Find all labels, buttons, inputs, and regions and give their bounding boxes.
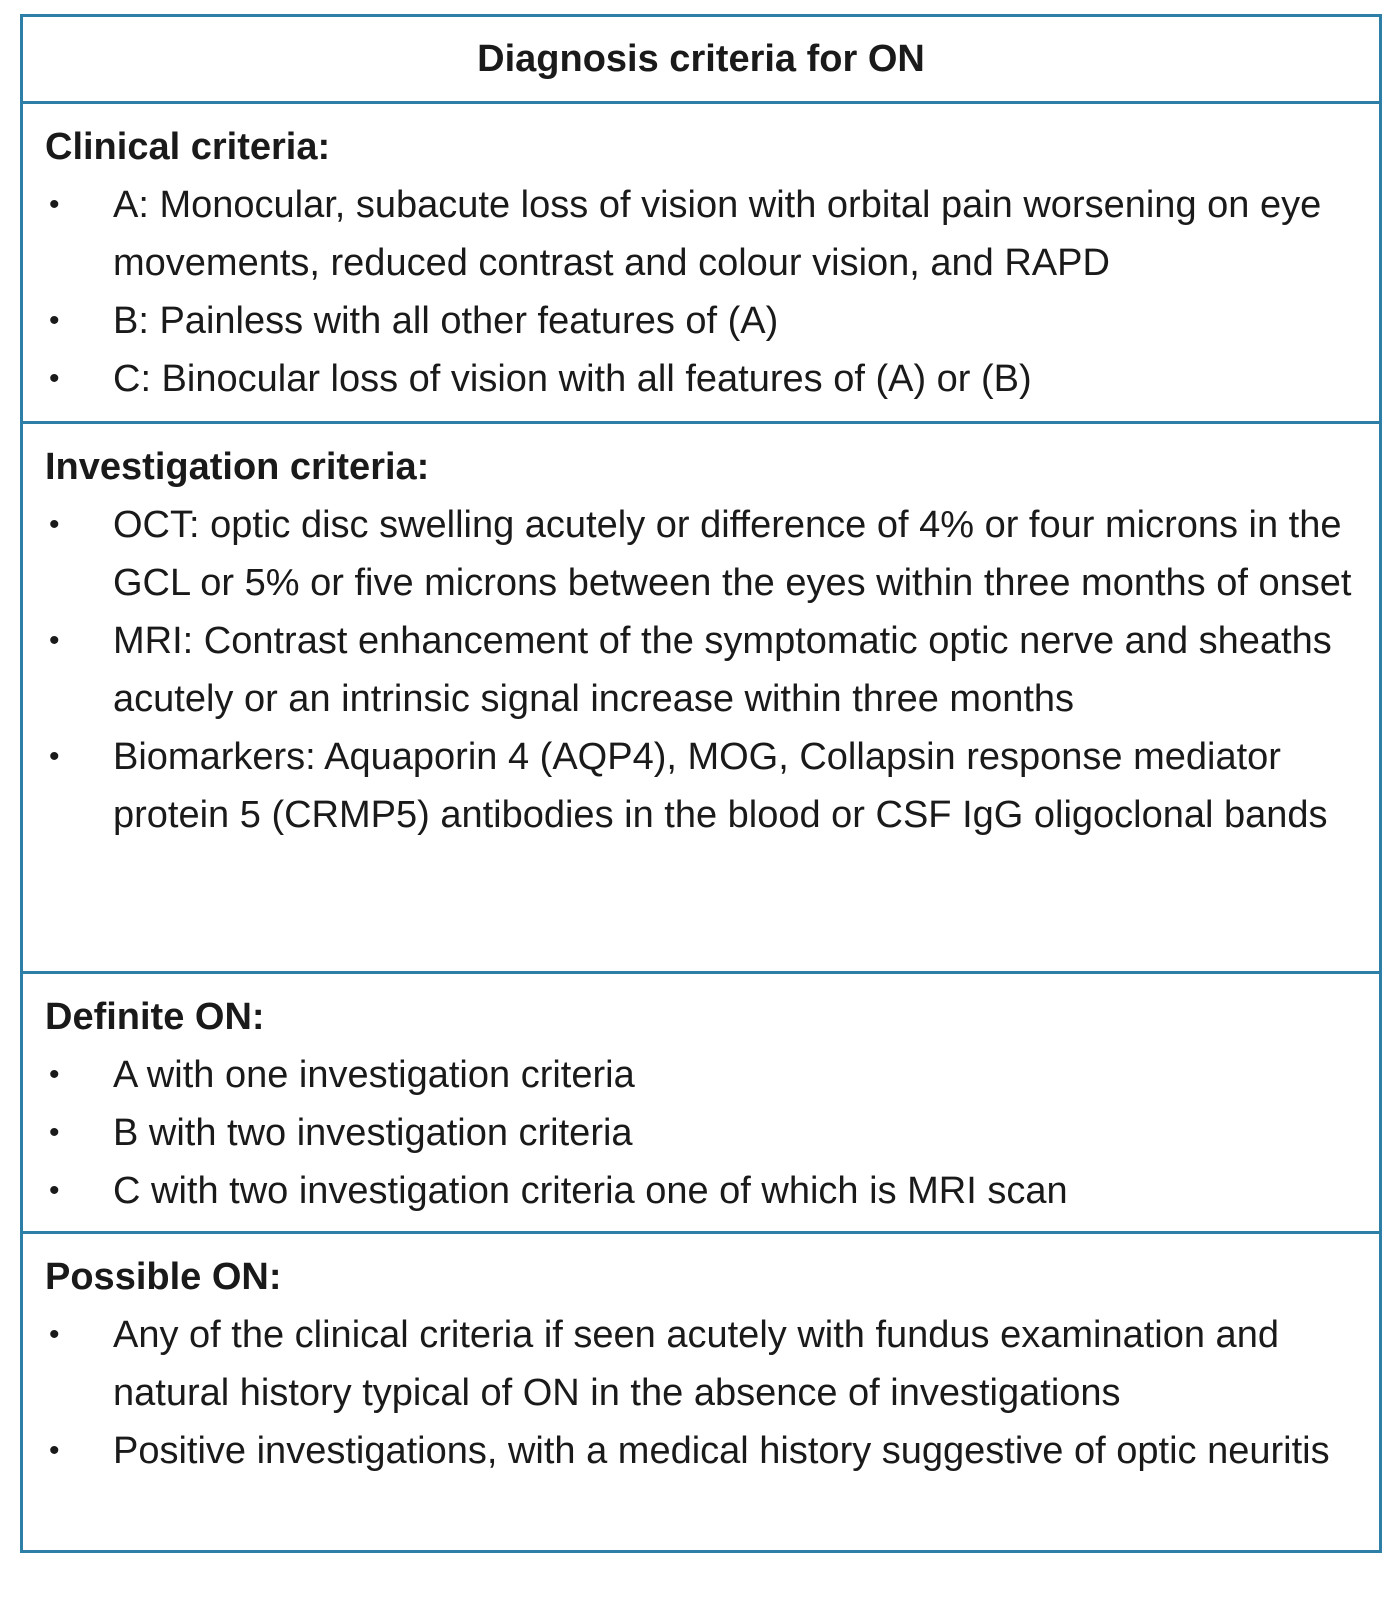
criteria-list [45, 1046, 1357, 1220]
item-text: A with one investigation criteria [113, 1054, 635, 1096]
list-item [45, 292, 1357, 350]
bullet-icon: • [49, 188, 60, 221]
criteria-table [20, 14, 1382, 1553]
item-text: Biomarkers: Aquaporin 4 (AQP4), MOG, Collapsin response mediator protein 5 (CRMP5) antibodies in the blood or CSF IgG oligoclonal bands [113, 736, 1328, 836]
section-definite-on [23, 974, 1379, 1234]
item-text: A: Monocular, subacute loss of vision with orbital pain worsening on eye movements, reduced contrast and colour vision, and RAPD [113, 184, 1322, 284]
bullet-icon: • [49, 362, 60, 395]
item-text: Positive investigations, with a medical history suggestive of optic neuritis [113, 1430, 1330, 1472]
section-title: Possible ON: [45, 1256, 282, 1298]
section-possible-on [23, 1234, 1379, 1550]
item-text: MRI: Contrast enhancement of the symptomatic optic nerve and sheaths acutely or an intrinsic signal increase within three months [113, 620, 1332, 720]
bullet-icon: • [49, 1174, 60, 1207]
list-item [45, 1162, 1357, 1220]
item-text: C: Binocular loss of vision with all features of (A) or (B) [113, 358, 1032, 400]
bullet-icon: • [49, 304, 60, 337]
bullet-icon: • [49, 1058, 60, 1091]
bullet-icon: • [49, 1318, 60, 1351]
criteria-list [45, 496, 1357, 844]
list-item [45, 1046, 1357, 1104]
list-item [45, 350, 1357, 408]
section-clinical-criteria [23, 104, 1379, 424]
item-text: B with two investigation criteria [113, 1112, 633, 1154]
list-item [45, 612, 1357, 728]
bullet-icon: • [49, 508, 60, 541]
item-text: C with two investigation criteria one of which is MRI scan [113, 1170, 1068, 1212]
list-item [45, 496, 1357, 612]
list-item [45, 728, 1357, 844]
bullet-icon: • [49, 1434, 60, 1467]
bullet-icon: • [49, 1116, 60, 1149]
item-text: OCT: optic disc swelling acutely or difference of 4% or four microns in the GCL or 5% or five microns between the eyes within three months of onset [113, 504, 1352, 604]
table-title: Diagnosis criteria for ON [23, 17, 1379, 104]
section-title: Clinical criteria: [45, 126, 331, 168]
section-title: Definite ON: [45, 996, 265, 1038]
bullet-icon: • [49, 624, 60, 657]
list-item [45, 1422, 1357, 1480]
item-text: Any of the clinical criteria if seen acutely with fundus examination and natural history typical of ON in the absence of investigations [113, 1314, 1279, 1414]
criteria-list [45, 1306, 1357, 1480]
item-text: B: Painless with all other features of (A) [113, 300, 779, 342]
section-title: Investigation criteria: [45, 446, 430, 488]
bullet-icon: • [49, 740, 60, 773]
list-item [45, 1306, 1357, 1422]
list-item [45, 176, 1357, 292]
criteria-list [45, 176, 1357, 408]
list-item [45, 1104, 1357, 1162]
section-investigation-criteria [23, 424, 1379, 974]
